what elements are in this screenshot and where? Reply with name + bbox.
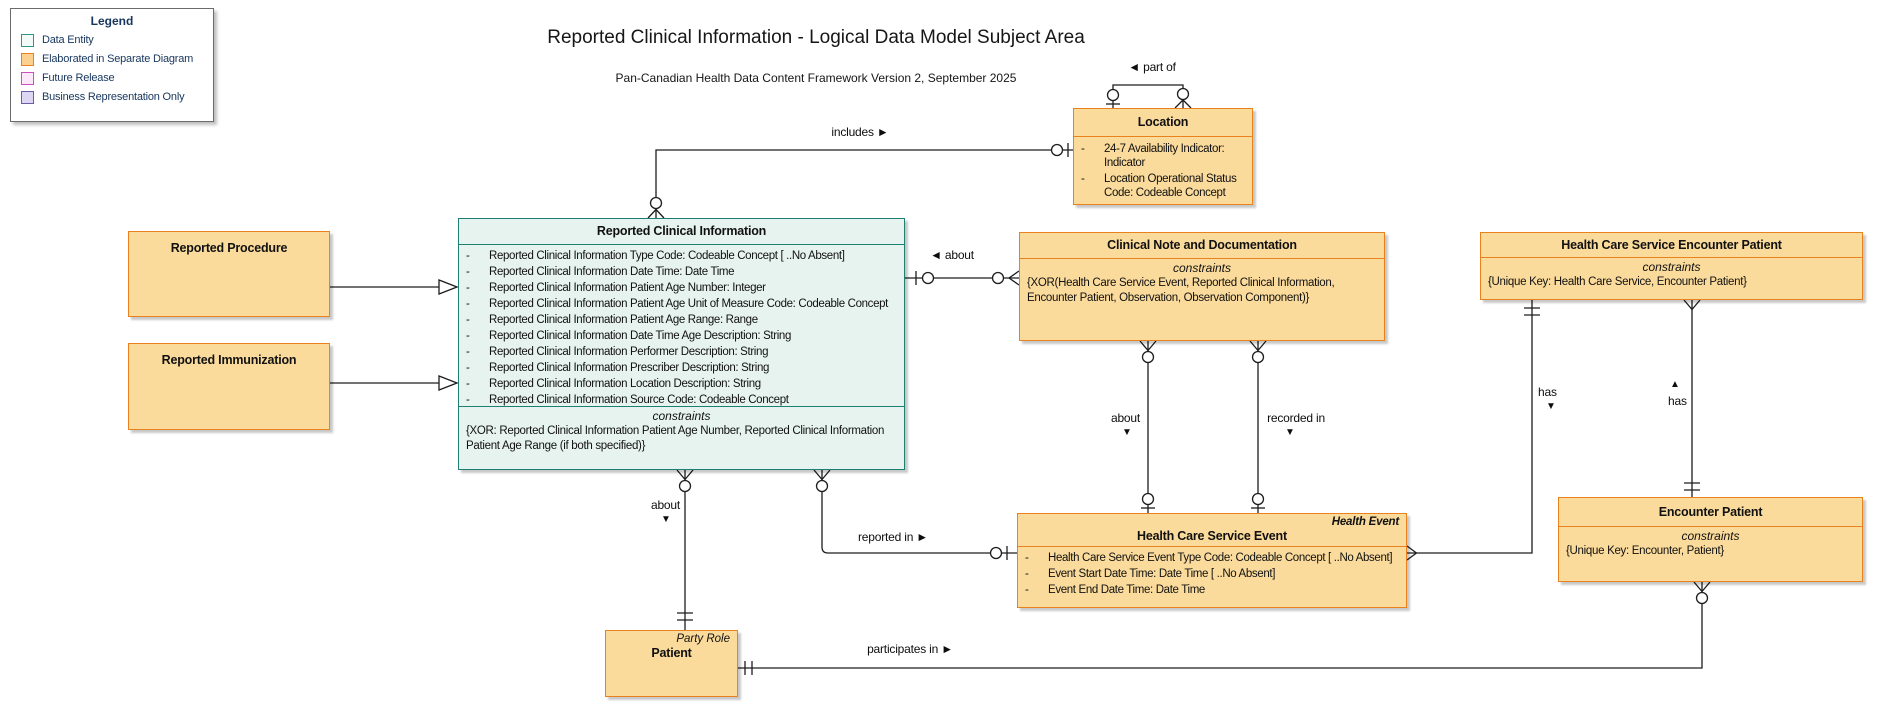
entity-title: Reported Immunization — [161, 353, 297, 367]
relationship-label-reported-in: reported in ► — [858, 530, 928, 544]
entity-reported-procedure — [128, 231, 330, 317]
constraints-text: {Unique Key: Health Care Service, Encounter Patient} — [1488, 276, 1747, 288]
connector-about-patient — [677, 470, 693, 630]
business-representation-swatch — [21, 91, 34, 104]
attribute-row: - Health Care Service Event Type Code: Codeable Concept [ ..No Absent] — [1018, 550, 1406, 566]
attribute-row: - Reported Clinical Information Performer Description: String — [459, 344, 904, 360]
entity-reported-clinical-information — [458, 218, 905, 470]
connector-reported-procedure-isa — [330, 280, 457, 294]
entity-clinical-note-and-documentation — [1019, 232, 1385, 341]
entity-title: Health Care Service Event — [1137, 529, 1287, 543]
entity-stereotype: Health Event — [1331, 516, 1399, 528]
relationship-label-includes: includes ► — [831, 125, 889, 139]
connector-reported-in — [814, 470, 1017, 560]
entity-encounter-patient — [1558, 497, 1863, 582]
relationship-label-about-event: about — [1110, 411, 1140, 425]
attribute-list — [1018, 547, 1406, 598]
constraints-label: constraints — [652, 409, 711, 423]
entity-title: Health Care Service Encounter Patient — [1481, 233, 1862, 258]
page-title: Reported Clinical Information - Logical Data Model Subject Area — [547, 27, 1085, 48]
attribute-row: - 24-7 Availability Indicator: Indicator — [1074, 142, 1252, 170]
attribute-row: - Reported Clinical Information Location Description: String — [459, 376, 904, 392]
legend — [10, 8, 214, 122]
constraints-label: constraints — [1642, 260, 1701, 274]
connector-about-event — [1140, 341, 1156, 513]
attribute-row: - Reported Clinical Information Date Time Age Description: String — [459, 328, 904, 344]
attribute-list — [459, 245, 904, 408]
relationship-arrow-about-patient: ▼ — [661, 514, 671, 525]
relationship-label-has-service: has — [1538, 385, 1557, 399]
attribute-row: - Reported Clinical Information Source Code: Codeable Concept — [459, 392, 904, 408]
entity-title: Patient — [651, 646, 692, 660]
connector-about-clinical-note — [905, 271, 1019, 285]
relationship-arrow-has-service: ▼ — [1546, 401, 1556, 412]
entity-reported-immunization — [128, 343, 330, 430]
page-subtitle: Pan-Canadian Health Data Content Framework Version 2, September 2025 — [615, 71, 1017, 85]
entity-health-care-service-encounter-patient — [1480, 232, 1863, 300]
constraints-text: {Unique Key: Encounter, Patient} — [1566, 545, 1724, 557]
attribute-row: - Reported Clinical Information Patient Age Range: Range — [459, 312, 904, 328]
legend-item-future-release: Future Release — [21, 71, 213, 85]
data-entity-swatch — [21, 34, 34, 47]
legend-item-data-entity: Data Entity — [21, 33, 213, 47]
constraints-label: constraints — [1681, 529, 1740, 543]
relationship-label-about-clinical-note: ◄ about — [930, 248, 974, 262]
attribute-row: - Location Operational Status Code: Codeable Concept — [1074, 172, 1252, 200]
entity-title: Reported Procedure — [170, 241, 288, 255]
attribute-row: - Reported Clinical Information Type Code: Codeable Concept [ ..No Absent] — [459, 248, 904, 264]
constraints-section — [1020, 259, 1384, 306]
attribute-row: - Reported Clinical Information Patient Age Unit of Measure Code: Codeable Concept — [459, 296, 904, 312]
attribute-list — [1074, 137, 1252, 200]
connector-part-of — [1106, 85, 1191, 108]
entity-title: Clinical Note and Documentation — [1020, 233, 1384, 259]
entity-health-care-service-event — [1017, 513, 1407, 608]
constraints-section — [1481, 258, 1862, 290]
entity-patient — [605, 630, 738, 697]
elaborated-swatch — [21, 53, 34, 66]
constraints-text: {XOR: Reported Clinical Information Patient Age Number, Reported Clinical Information Patient Age Range (if both specified)} — [466, 425, 885, 452]
legend-item-elaborated: Elaborated in Separate Diagram — [21, 52, 213, 66]
constraints-text: {XOR(Health Care Service Event, Reported Clinical Information, Encounter Patient, Observation, Observation Component)} — [1027, 277, 1335, 304]
connector-recorded-in — [1250, 341, 1266, 513]
legend-title: Legend — [90, 14, 134, 28]
entity-title: Location — [1074, 109, 1252, 137]
entity-title: Reported Clinical Information — [459, 219, 904, 245]
relationship-label-part-of: ◄ part of — [1128, 60, 1176, 74]
relationship-label-has-encounter: has — [1668, 394, 1687, 408]
entity-header — [1018, 514, 1406, 547]
entity-stereotype: Party Role — [676, 633, 730, 645]
entity-title: Encounter Patient — [1559, 498, 1862, 527]
relationship-arrow-has-encounter: ▲ — [1670, 379, 1680, 390]
relationship-label-about-patient: about — [650, 498, 680, 512]
connector-has-service — [1407, 300, 1540, 560]
attribute-row: - Reported Clinical Information Patient Age Number: Integer — [459, 280, 904, 296]
attribute-row: - Reported Clinical Information Date Time: Date Time — [459, 264, 904, 280]
attribute-row: - Event End Date Time: Date Time — [1018, 582, 1406, 598]
relationship-arrow-recorded-in: ▼ — [1285, 427, 1295, 438]
constraints-section — [459, 406, 904, 469]
relationship-label-recorded-in: recorded in — [1267, 411, 1325, 425]
connector-includes — [648, 143, 1073, 218]
relationship-label-participates-in: participates in ► — [867, 642, 953, 656]
future-release-swatch — [21, 72, 34, 85]
constraints-label: constraints — [1172, 261, 1232, 275]
attribute-row: - Event Start Date Time: Date Time [ ..No Absent] — [1018, 566, 1406, 582]
connector-reported-immunization-isa — [330, 376, 457, 390]
legend-item-business-representation: Business Representation Only — [21, 90, 213, 104]
relationship-arrow-about-event: ▼ — [1122, 427, 1132, 438]
constraints-section — [1559, 527, 1862, 559]
attribute-row: - Reported Clinical Information Prescriber Description: String — [459, 360, 904, 376]
entity-location — [1073, 108, 1253, 205]
